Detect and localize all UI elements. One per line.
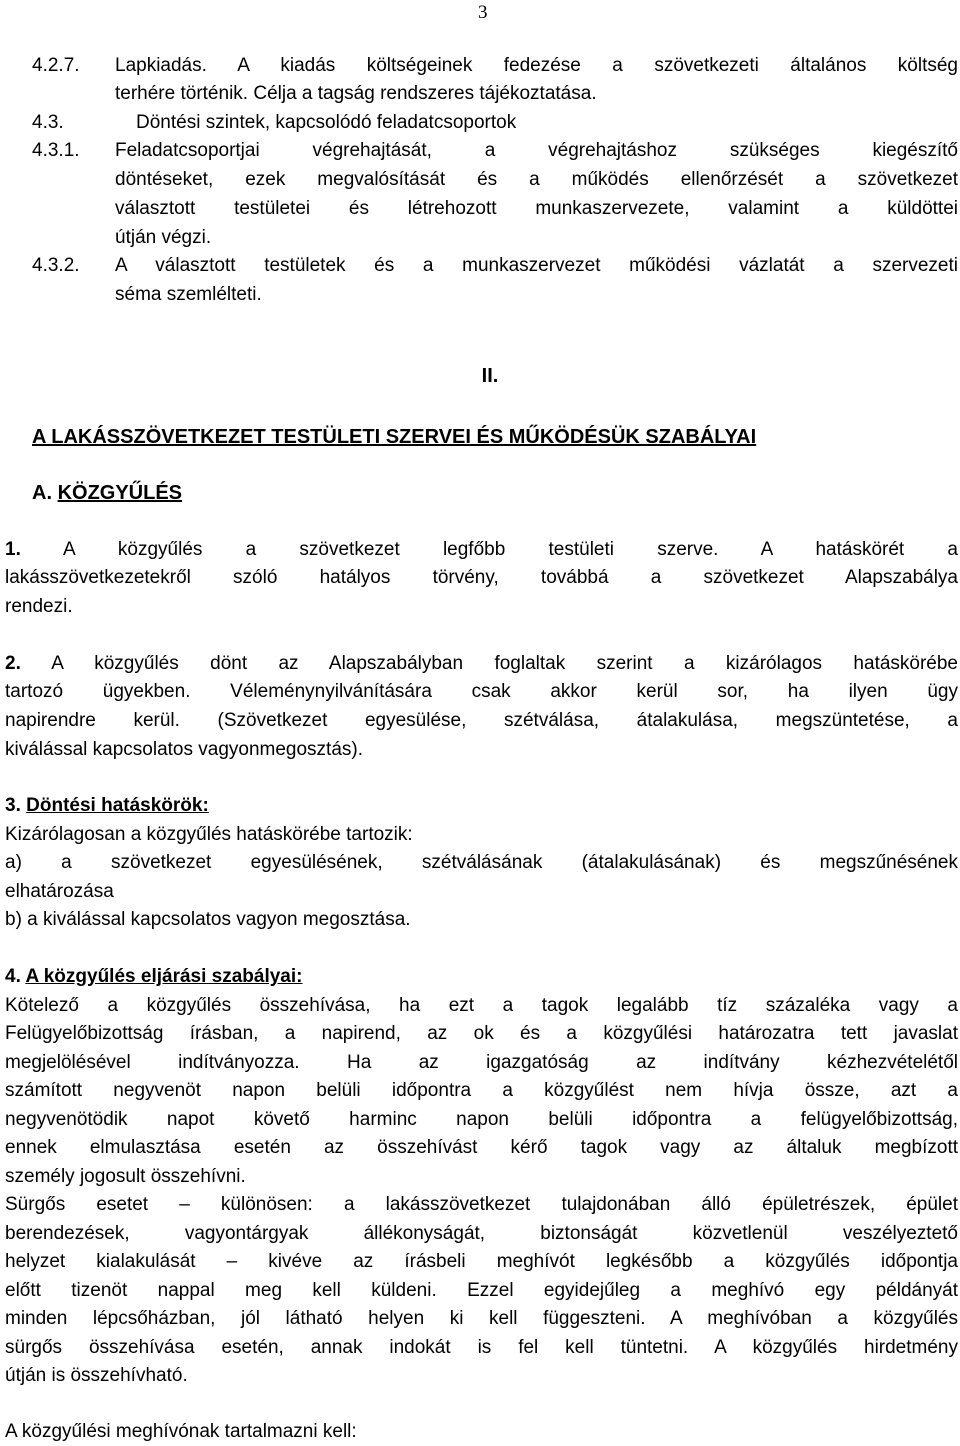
paragraph-1-number: 1.: [5, 539, 21, 560]
section-number-4-3-2: 4.3.2.: [32, 255, 80, 276]
paragraph-4-line-9: berendezések, vagyontárgyak állékonyságát, biztonságát közvetlenül veszélyeztető: [5, 1223, 958, 1244]
paragraph-4-line-7: személy jogosult összehívni.: [5, 1166, 246, 1187]
section-4-3-2-line-1: A választott testületek és a munkaszervezet működési vázlatát a szervezeti: [115, 255, 958, 276]
paragraph-4-line-4: számított negyvenöt napon belüli időpontra a közgyűlést nem hívja össze, azt a: [5, 1080, 958, 1101]
paragraph-4-line-2: Felügyelőbizottság írásban, a napirend, az ok és a közgyűlési határozatra tett javaslat: [5, 1023, 958, 1044]
paragraph-4-line-8: Sürgős esetet – különösen: a lakásszövetkezet tulajdonában álló épületrészek, épület: [5, 1194, 958, 1215]
paragraph-4-title: A közgyűlés eljárási szabályai:: [25, 966, 303, 987]
paragraph-3-title: Döntési hatáskörök:: [26, 795, 209, 816]
paragraph-1-line-2: lakásszövetkezetekről szóló hatályos törvény, továbbá a szövetkezet Alapszabálya: [5, 567, 958, 588]
paragraph-3-number: 3.: [5, 795, 21, 816]
section-4-2-7-line-2: terhére történik. Célja a tagság rendszeres tájékoztatása.: [115, 83, 597, 104]
paragraph-4-line-11: előtt tizenöt nappal meg kell küldeni. Ezzel egyidejűleg a meghívó egy példányát: [5, 1280, 958, 1301]
chapter-roman-numeral: II.: [481, 365, 499, 387]
paragraph-3-line-3: elhatározása: [5, 881, 114, 902]
section-4-3-title: Döntési szintek, kapcsolódó feladatcsoportok: [136, 112, 517, 133]
subchapter-heading: [32, 479, 182, 507]
paragraph-3-line-2: a) a szövetkezet egyesülésének, szétválásának (átalakulásának) és megszűnésének: [5, 852, 958, 873]
paragraph-4-closing: A közgyűlési meghívónak tartalmazni kell:: [5, 1421, 357, 1442]
paragraph-4-line-3: megjelölésével indítványozza. Ha az igazgatóság az indítvány kézhezvételétől: [5, 1052, 958, 1073]
paragraph-4-line-10: helyzet kialakulását – kivéve az írásbeli meghívót legkésőbb a közgyűlés időpontja: [5, 1251, 958, 1272]
paragraph-1-line-3: rendezi.: [5, 596, 73, 617]
section-number-4-2-7: 4.2.7.: [32, 55, 80, 76]
paragraph-2-line-3: napirendre kerül. (Szövetkezet egyesülése, szétválása, átalakulása, megszüntetése, a: [5, 710, 958, 731]
section-4-3-1-line-4: útján végzi.: [115, 227, 212, 248]
section-4-3-1-line-2: döntéseket, ezek megvalósítását és a működés ellenőrzését a szövetkezet: [115, 169, 958, 190]
section-number-4-3: 4.3.: [32, 112, 64, 133]
section-number-4-3-1: 4.3.1.: [32, 140, 80, 161]
subchapter-letter: A.: [32, 482, 52, 504]
paragraph-3-line-4: b) a kiválással kapcsolatos vagyon megosztása.: [5, 909, 411, 930]
section-4-3-1-line-1: Feladatcsoportjai végrehajtását, a végrehajtáshoz szükséges kiegészítő: [115, 140, 958, 161]
paragraph-4-heading: [5, 963, 302, 991]
paragraph-1-line-1: 1. A közgyűlés a szövetkezet legfőbb testületi szerve. A hatáskörét a: [5, 539, 958, 560]
section-4-3-1-line-3: választott testületei és létrehozott munkaszervezete, valamint a küldöttei: [115, 198, 958, 219]
paragraph-4-line-1: Kötelező a közgyűlés összehívása, ha ezt a tagok legalább tíz százaléka vagy a: [5, 995, 958, 1016]
paragraph-2-number: 2.: [5, 653, 21, 674]
subchapter-title: KÖZGYŰLÉS: [57, 482, 183, 504]
paragraph-2-line-4: kiválással kapcsolatos vagyonmegosztás).: [5, 739, 364, 760]
page-number: 3: [478, 2, 488, 23]
paragraph-4-line-12: minden lépcsőházban, jól látható helyen ki kell függeszteni. A meghívóban a közgyűlés: [5, 1308, 958, 1329]
paragraph-4-number: 4.: [5, 966, 21, 987]
paragraph-4-line-13: sürgős összehívása esetén, annak indokát is fel kell tüntetni. A közgyűlés hirdetmény: [5, 1337, 958, 1358]
paragraph-3-heading: [5, 792, 209, 820]
paragraph-4-line-6: ennek elmulasztása esetén az összehívást kérő tagok vagy az általuk megbízott: [5, 1137, 958, 1158]
paragraph-2-line-2: tartozó ügyekben. Véleménynyilvánítására csak akkor kerül sor, ha ilyen ügy: [5, 681, 958, 702]
chapter-title: A LAKÁSSZÖVETKEZET TESTÜLETI SZERVEI ÉS MŰKÖDÉSÜK SZABÁLYAI: [32, 426, 757, 448]
section-4-3-2-line-2: séma szemlélteti.: [115, 284, 262, 305]
paragraph-2-line-1: 2. A közgyűlés dönt az Alapszabályban foglaltak szerint a kizárólagos hatáskörébe: [5, 653, 959, 674]
paragraph-3-line-1: Kizárólagosan a közgyűlés hatáskörébe tartozik:: [5, 824, 413, 845]
section-4-2-7-line-1: Lapkiadás. A kiadás költségeinek fedezése a szövetkezeti általános költség: [115, 55, 958, 76]
paragraph-4-line-5: negyvenötödik napot követő harminc napon belüli időpontra a felügyelőbizottság,: [5, 1109, 958, 1130]
paragraph-4-line-14: útján is összehívható.: [5, 1365, 188, 1386]
